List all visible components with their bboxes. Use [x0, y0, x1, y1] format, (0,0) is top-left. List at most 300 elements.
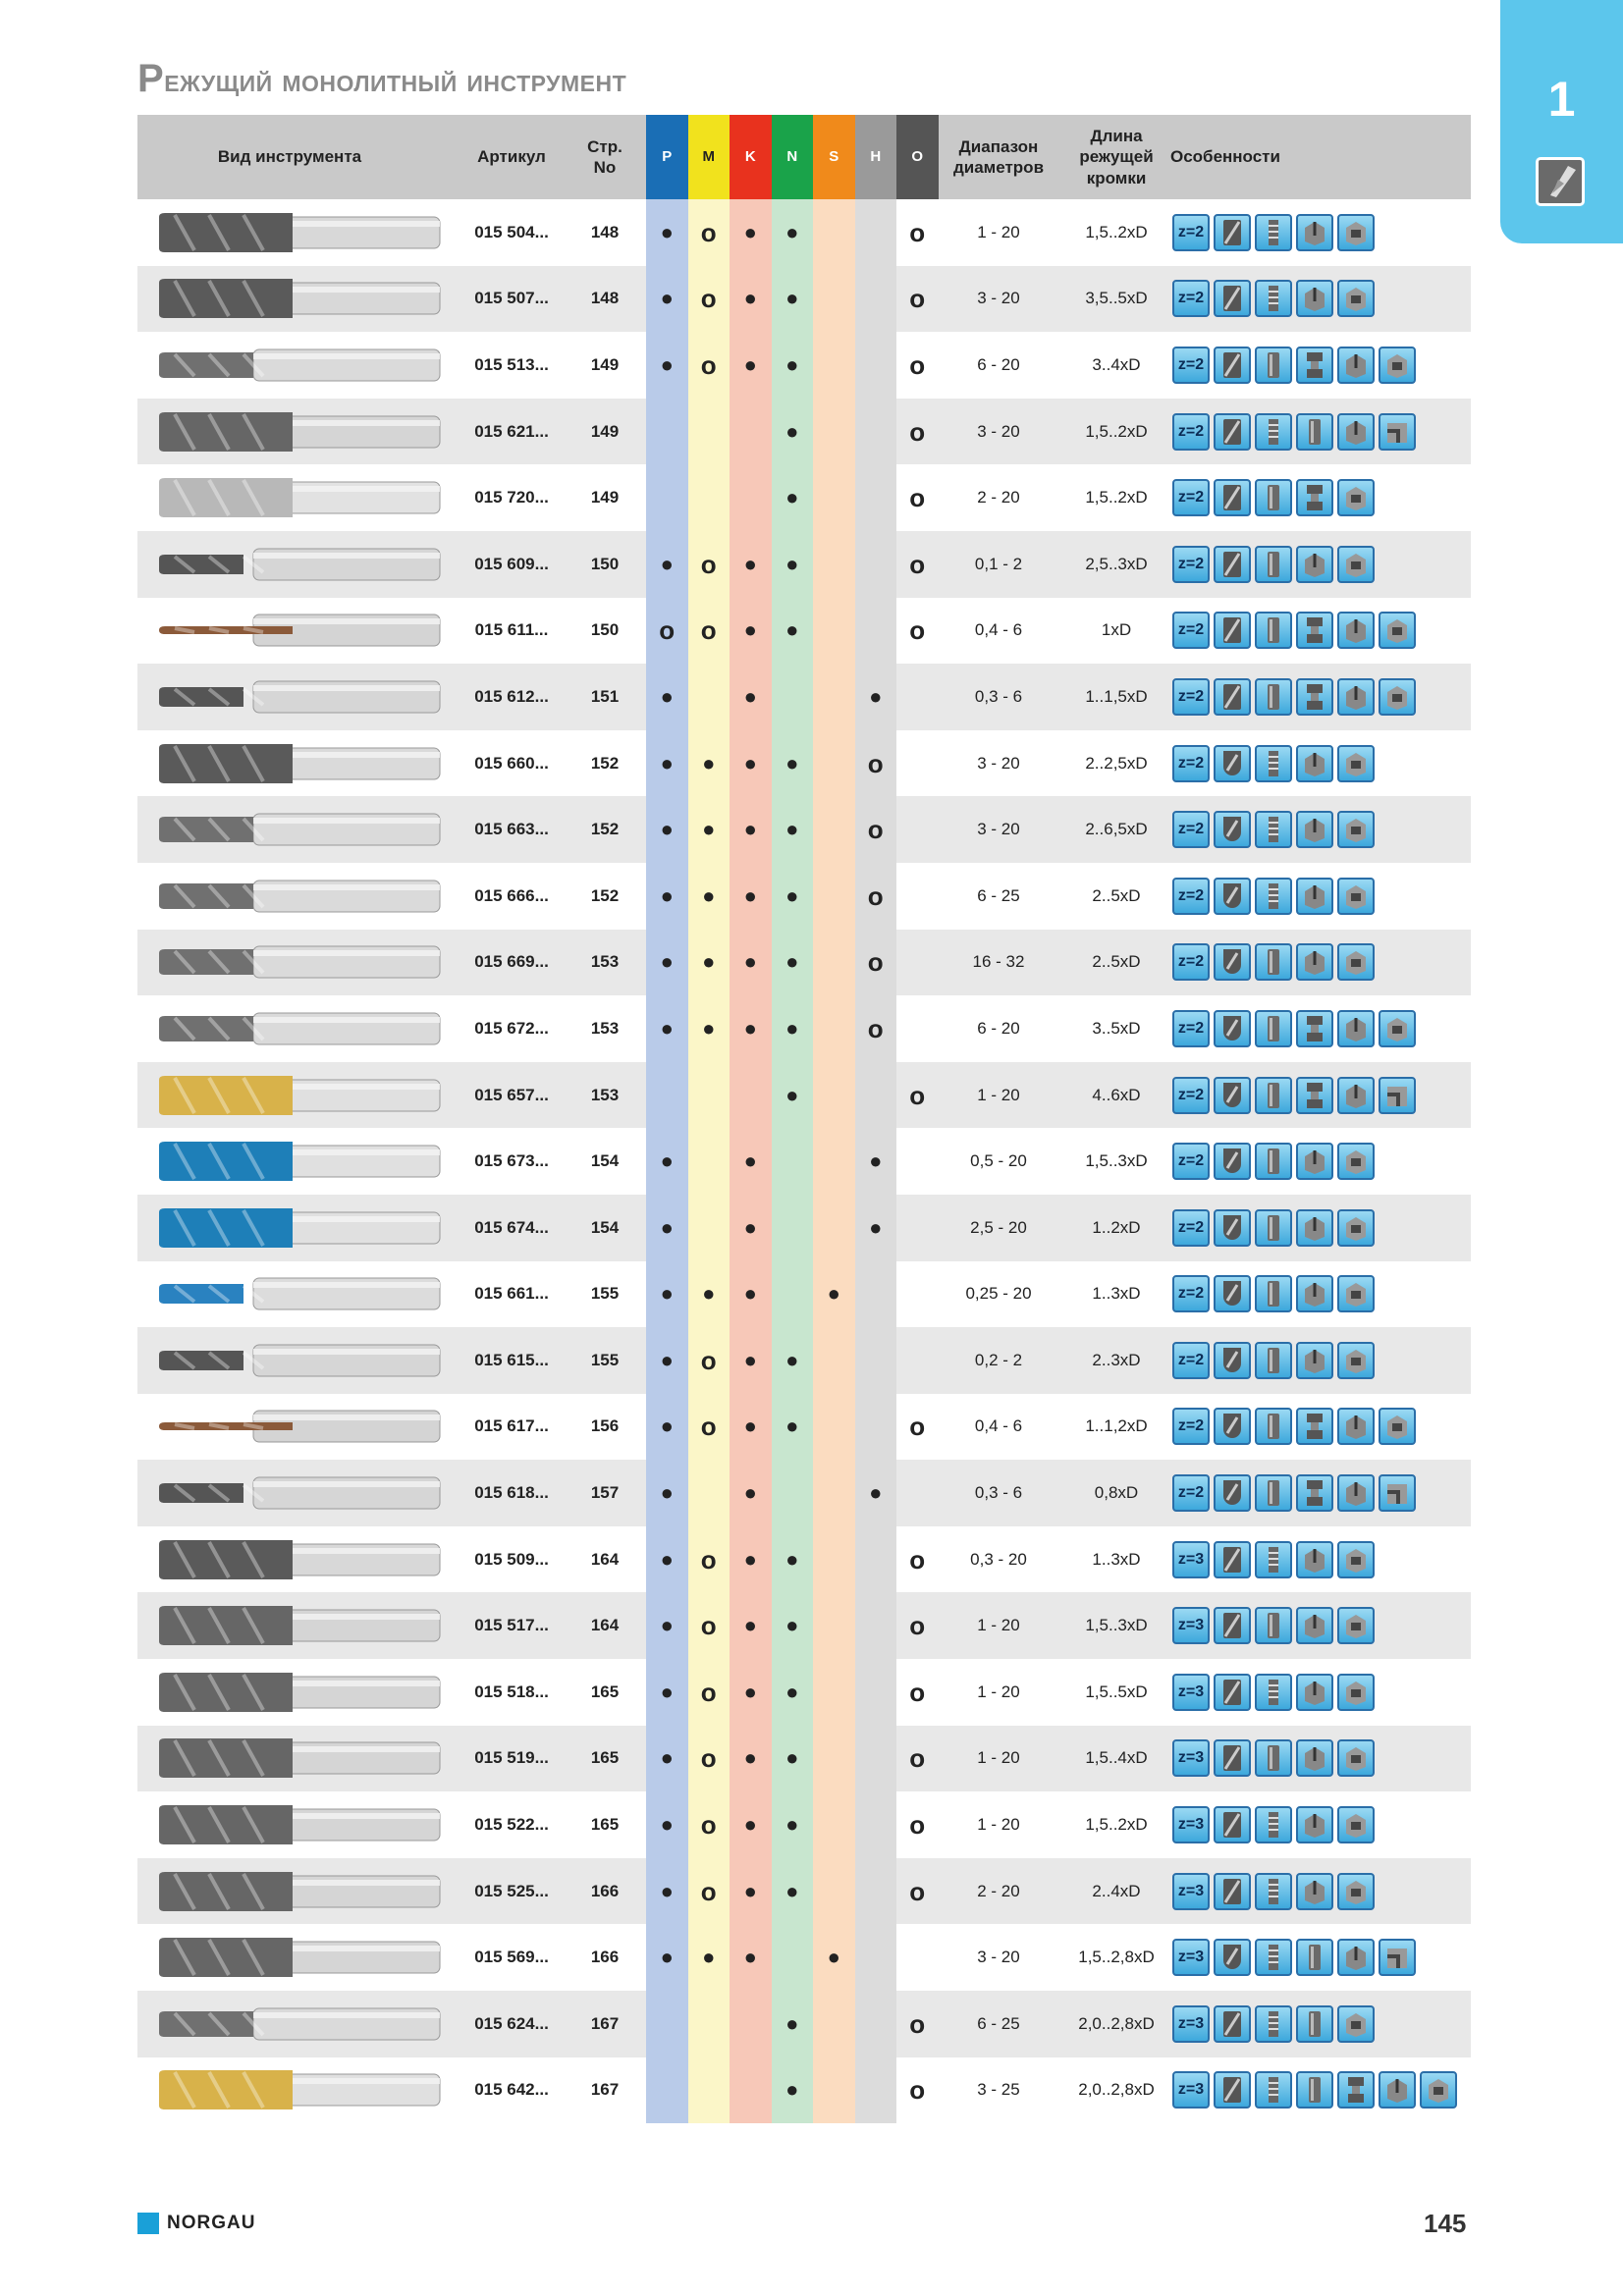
material-suitability-n: ●	[785, 617, 799, 643]
material-suitability-p: o	[659, 615, 676, 646]
article-number[interactable]: 015 513...	[474, 354, 549, 374]
tool-image	[155, 1803, 442, 1846]
tool-image	[155, 1074, 442, 1117]
material-suitability-n: ●	[785, 882, 799, 908]
article-number[interactable]: 015 615...	[474, 1350, 549, 1369]
tool-image	[155, 1538, 442, 1581]
table-row	[137, 1726, 1471, 1792]
features	[1172, 1261, 1375, 1328]
article-number[interactable]: 015 525...	[474, 1881, 549, 1900]
flat-end-icon	[1214, 1674, 1251, 1711]
catalog-page: 155	[590, 1350, 620, 1369]
material-suitability-m: o	[700, 1345, 717, 1375]
features	[1172, 1327, 1375, 1394]
material-suitability-h	[855, 1261, 897, 1328]
flat-end-icon	[1214, 1607, 1251, 1644]
cutting-length: 2,5..3xD	[1085, 554, 1148, 573]
flute-count-badge: z=2	[1172, 745, 1210, 782]
header-page: Стр. No	[587, 136, 622, 177]
material-suitability-s	[813, 1526, 855, 1593]
header-material-n: N	[772, 115, 814, 199]
material-suitability-s	[813, 1659, 855, 1726]
cutting-length: 0,8xD	[1094, 1483, 1139, 1503]
flat-end-icon	[1214, 1739, 1251, 1777]
material-suitability-p: ●	[660, 1414, 674, 1439]
catalog-page: 165	[590, 1748, 620, 1768]
cutting-length: 1..3xD	[1092, 1549, 1141, 1569]
article-number[interactable]: 015 617...	[474, 1416, 549, 1436]
material-suitability-h	[855, 1394, 897, 1461]
header-length: Длина режущей кромки	[1079, 127, 1154, 187]
catalog-page: 154	[590, 1217, 620, 1237]
material-suitability-k: ●	[743, 1945, 757, 1970]
slot-icon	[1379, 1408, 1416, 1445]
neck-icon	[1296, 347, 1333, 384]
table-row	[137, 730, 1471, 797]
table-row	[137, 796, 1471, 863]
diameter-range: 1 - 20	[977, 1748, 1020, 1768]
features	[1172, 1592, 1375, 1659]
material-suitability-s	[813, 1991, 855, 2057]
cutting-length: 2..6,5xD	[1085, 820, 1148, 839]
ball-end-icon	[1214, 1143, 1251, 1180]
table-row	[137, 199, 1471, 266]
material-suitability-n: ●	[785, 949, 799, 975]
article-number[interactable]: 015 669...	[474, 952, 549, 972]
material-suitability-k: ●	[743, 1281, 757, 1307]
plunge-icon	[1379, 2071, 1416, 2109]
plunge-icon	[1296, 1873, 1333, 1910]
material-suitability-p: ●	[660, 1812, 674, 1838]
flat-end-icon	[1214, 479, 1251, 516]
material-suitability-k: ●	[743, 1480, 757, 1506]
diameter-range: 0,5 - 20	[970, 1151, 1027, 1171]
article-number[interactable]: 015 663...	[474, 820, 549, 839]
material-suitability-p: ●	[660, 949, 674, 975]
material-suitability-o	[896, 995, 939, 1062]
flute-count-badge: z=2	[1172, 612, 1210, 649]
material-suitability-m: ●	[702, 1945, 716, 1970]
material-suitability-p: ●	[660, 1148, 674, 1174]
material-suitability-o	[896, 1924, 939, 1991]
material-suitability-h: o	[867, 815, 884, 845]
material-suitability-k: ●	[743, 817, 757, 842]
material-suitability-s	[813, 598, 855, 665]
article-number[interactable]: 015 509...	[474, 1549, 549, 1569]
material-suitability-k: ●	[743, 1015, 757, 1041]
catalog-page: 166	[590, 1948, 620, 1967]
features	[1172, 1858, 1375, 1925]
flute-count-badge: z=2	[1172, 678, 1210, 716]
material-suitability-p	[646, 1062, 688, 1129]
catalog-page: 152	[590, 885, 620, 905]
features	[1172, 199, 1375, 266]
material-suitability-s	[813, 332, 855, 399]
material-suitability-p: ●	[660, 750, 674, 775]
material-suitability-p: ●	[660, 1679, 674, 1704]
flute-count-badge: z=3	[1172, 1873, 1210, 1910]
slot-icon	[1337, 943, 1375, 981]
catalog-page: 153	[590, 952, 620, 972]
catalog-page: 165	[590, 1815, 620, 1835]
material-suitability-s	[813, 863, 855, 930]
material-suitability-m	[688, 1128, 730, 1195]
features	[1172, 730, 1375, 797]
flat-end-icon	[1214, 214, 1251, 251]
diameter-range: 2,5 - 20	[970, 1217, 1027, 1237]
material-suitability-p	[646, 1991, 688, 2057]
cutting-length: 4..6xD	[1092, 1085, 1141, 1104]
material-suitability-n: ●	[785, 351, 799, 377]
plunge-icon	[1296, 1143, 1333, 1180]
article-number[interactable]: 015 672...	[474, 1018, 549, 1038]
article-number[interactable]: 015 504...	[474, 222, 549, 241]
article-number[interactable]: 015 522...	[474, 1815, 549, 1835]
diameter-range: 0,1 - 2	[974, 554, 1023, 573]
plunge-icon	[1337, 1939, 1375, 1976]
helix-icon	[1255, 745, 1292, 782]
shank-icon	[1255, 1275, 1292, 1312]
cutting-length: 2,0..2,8xD	[1078, 2080, 1155, 2100]
article-number[interactable]: 015 624...	[474, 2013, 549, 2033]
material-suitability-h	[855, 1924, 897, 1991]
material-suitability-h	[855, 1726, 897, 1792]
article-number[interactable]: 015 517...	[474, 1616, 549, 1635]
neck-icon	[1296, 1010, 1333, 1047]
article-number[interactable]: 015 720...	[474, 488, 549, 507]
slot-icon	[1337, 1342, 1375, 1379]
article-number[interactable]: 015 518...	[474, 1682, 549, 1701]
material-suitability-m: o	[700, 1677, 717, 1707]
article-number[interactable]: 015 621...	[474, 421, 549, 441]
flute-count-badge: z=2	[1172, 413, 1210, 451]
flute-count-badge: z=2	[1172, 347, 1210, 384]
material-suitability-n: ●	[785, 1878, 799, 1903]
material-suitability-p	[646, 399, 688, 465]
table-row	[137, 995, 1471, 1062]
article-number[interactable]: 015 609...	[474, 554, 549, 573]
material-suitability-m: ●	[702, 1281, 716, 1307]
catalog-page: 165	[590, 1682, 620, 1701]
catalog-page: 156	[590, 1416, 620, 1436]
plunge-icon	[1296, 1275, 1333, 1312]
material-suitability-s	[813, 199, 855, 266]
diameter-range: 0,4 - 6	[974, 1416, 1023, 1436]
material-suitability-h	[855, 266, 897, 333]
flute-count-badge: z=3	[1172, 1806, 1210, 1843]
table-row	[137, 1128, 1471, 1195]
diameter-range: 1 - 20	[977, 222, 1020, 241]
flute-count-badge: z=3	[1172, 1939, 1210, 1976]
neck-icon	[1337, 2071, 1375, 2109]
ball-end-icon	[1214, 1077, 1251, 1114]
material-suitability-o: o	[909, 1412, 926, 1442]
cutting-length: 2..4xD	[1092, 1881, 1141, 1900]
tool-image	[155, 211, 442, 254]
slot-icon	[1379, 612, 1416, 649]
tool-image	[155, 277, 442, 320]
logo-square-icon	[137, 2213, 159, 2234]
material-suitability-h: ●	[869, 1214, 883, 1240]
neck-icon	[1296, 1474, 1333, 1512]
section-tab	[1500, 0, 1623, 243]
features	[1172, 1791, 1375, 1858]
material-suitability-o	[896, 1195, 939, 1261]
material-suitability-k: ●	[743, 1878, 757, 1903]
catalog-page: 151	[590, 686, 620, 706]
material-suitability-k	[730, 1062, 772, 1129]
material-suitability-o: o	[909, 1743, 926, 1774]
table-row	[137, 598, 1471, 665]
slot-icon	[1337, 1873, 1375, 1910]
catalog-page: 150	[590, 554, 620, 573]
cutting-length: 1,5..4xD	[1085, 1748, 1148, 1768]
tool-image	[155, 344, 442, 387]
material-suitability-s: ●	[827, 1281, 840, 1307]
catalog-page: 148	[590, 289, 620, 308]
diameter-range: 1 - 20	[977, 1085, 1020, 1104]
features	[1172, 266, 1375, 333]
flute-count-badge: z=2	[1172, 878, 1210, 915]
flute-count-badge: z=2	[1172, 1275, 1210, 1312]
catalog-page: 149	[590, 488, 620, 507]
shank-icon	[1255, 1739, 1292, 1777]
material-suitability-h: o	[867, 748, 884, 778]
article-number[interactable]: 015 674...	[474, 1217, 549, 1237]
neck-icon	[1296, 678, 1333, 716]
features	[1172, 2057, 1457, 2124]
material-suitability-p: ●	[660, 1613, 674, 1638]
helix-icon	[1255, 878, 1292, 915]
shank-icon	[1255, 1607, 1292, 1644]
features	[1172, 598, 1416, 665]
features	[1172, 332, 1416, 399]
table-row	[137, 1261, 1471, 1328]
material-suitability-o: o	[909, 1611, 926, 1641]
material-suitability-m: o	[700, 549, 717, 579]
plunge-icon	[1337, 413, 1375, 451]
table-row	[137, 1924, 1471, 1991]
table-row	[137, 1659, 1471, 1726]
material-suitability-s	[813, 930, 855, 996]
material-suitability-s	[813, 1327, 855, 1394]
article-number[interactable]: 015 618...	[474, 1483, 549, 1503]
material-suitability-k: ●	[743, 1148, 757, 1174]
material-suitability-s	[813, 995, 855, 1062]
tool-image	[155, 1339, 442, 1382]
tool-image	[155, 410, 442, 454]
plunge-icon	[1296, 1806, 1333, 1843]
diameter-range: 3 - 20	[977, 820, 1020, 839]
material-suitability-s	[813, 1726, 855, 1792]
material-suitability-s	[813, 1128, 855, 1195]
material-suitability-n: ●	[785, 551, 799, 576]
cutting-length: 2,0..2,8xD	[1078, 2013, 1155, 2033]
material-suitability-p: ●	[660, 1214, 674, 1240]
diameter-range: 6 - 20	[977, 354, 1020, 374]
plunge-icon	[1296, 943, 1333, 981]
material-suitability-m: o	[700, 1810, 717, 1841]
helix-icon	[1255, 1541, 1292, 1578]
slot-icon	[1337, 1607, 1375, 1644]
tool-image	[155, 1736, 442, 1780]
features	[1172, 930, 1375, 996]
material-suitability-n: ●	[785, 2077, 799, 2103]
catalog-page: 149	[590, 354, 620, 374]
table-row	[137, 1195, 1471, 1261]
article-number[interactable]: 015 519...	[474, 1748, 549, 1768]
material-suitability-o	[896, 1327, 939, 1394]
features	[1172, 399, 1416, 465]
shank-icon	[1296, 2071, 1333, 2109]
helix-icon	[1255, 2005, 1292, 2043]
ball-end-icon	[1214, 745, 1251, 782]
material-suitability-o	[896, 1261, 939, 1328]
table-row	[137, 1526, 1471, 1593]
product-table	[137, 115, 1471, 2123]
shank-icon	[1255, 546, 1292, 583]
flute-count-badge: z=2	[1172, 1077, 1210, 1114]
material-suitability-s	[813, 1195, 855, 1261]
material-suitability-h: o	[867, 1013, 884, 1043]
plunge-icon	[1296, 546, 1333, 583]
material-suitability-p	[646, 464, 688, 531]
material-suitability-k: ●	[743, 1745, 757, 1771]
flute-count-badge: z=2	[1172, 280, 1210, 317]
plunge-icon	[1337, 678, 1375, 716]
tool-image	[155, 1272, 442, 1315]
article-number[interactable]: 015 673...	[474, 1151, 549, 1171]
cutting-length: 3..5xD	[1092, 1018, 1141, 1038]
material-suitability-o	[896, 1460, 939, 1526]
slot-icon	[1337, 1739, 1375, 1777]
material-suitability-p: ●	[660, 1945, 674, 1970]
cutting-length: 1xD	[1101, 620, 1132, 640]
slot-icon	[1337, 1143, 1375, 1180]
brand-name: NORGAU	[167, 2213, 256, 2233]
plunge-icon	[1337, 1010, 1375, 1047]
plunge-icon	[1337, 1408, 1375, 1445]
material-suitability-n: ●	[785, 485, 799, 510]
material-suitability-k: ●	[743, 750, 757, 775]
material-suitability-p: ●	[660, 351, 674, 377]
flat-end-icon	[1214, 1873, 1251, 1910]
catalog-page: 153	[590, 1018, 620, 1038]
catalog-page: 153	[590, 1085, 620, 1104]
material-suitability-n	[772, 1924, 814, 1991]
slot-icon	[1337, 1806, 1375, 1843]
helix-icon	[1255, 1873, 1292, 1910]
diameter-range: 3 - 20	[977, 421, 1020, 441]
slot-icon	[1420, 2071, 1457, 2109]
material-suitability-h: ●	[869, 1480, 883, 1506]
material-suitability-h: ●	[869, 683, 883, 709]
cutting-length: 1..2xD	[1092, 1217, 1141, 1237]
diameter-range: 1 - 20	[977, 1616, 1020, 1635]
helix-icon	[1255, 1939, 1292, 1976]
brand-logo	[137, 2213, 255, 2234]
material-suitability-h	[855, 332, 897, 399]
material-suitability-m	[688, 399, 730, 465]
neck-icon	[1296, 479, 1333, 516]
cutting-length: 1,5..2xD	[1085, 488, 1148, 507]
article-number[interactable]: 015 507...	[474, 289, 549, 308]
plunge-icon	[1337, 1474, 1375, 1512]
article-number[interactable]: 015 666...	[474, 885, 549, 905]
header-article: Артикул	[477, 147, 546, 167]
material-suitability-m: o	[700, 615, 717, 646]
material-suitability-p: ●	[660, 286, 674, 311]
material-suitability-h: o	[867, 881, 884, 911]
tool-image	[155, 1870, 442, 1913]
shank-icon	[1255, 347, 1292, 384]
material-suitability-o: o	[909, 284, 926, 314]
catalog-page: 150	[590, 620, 620, 640]
features	[1172, 1195, 1375, 1261]
material-suitability-m: ●	[702, 750, 716, 775]
material-suitability-h	[855, 1592, 897, 1659]
material-suitability-h	[855, 1659, 897, 1726]
material-suitability-n: ●	[785, 1082, 799, 1107]
material-suitability-p: ●	[660, 882, 674, 908]
material-suitability-p: ●	[660, 1281, 674, 1307]
material-suitability-p: ●	[660, 1878, 674, 1903]
material-suitability-o	[896, 730, 939, 797]
material-suitability-k: ●	[743, 1679, 757, 1704]
material-suitability-p: ●	[660, 817, 674, 842]
flute-count-badge: z=2	[1172, 1474, 1210, 1512]
material-suitability-n	[772, 1460, 814, 1526]
helix-icon	[1255, 1674, 1292, 1711]
slot-icon	[1337, 2005, 1375, 2043]
article-number[interactable]: 015 660...	[474, 753, 549, 773]
neck-icon	[1296, 1077, 1333, 1114]
article-number[interactable]: 015 611...	[474, 620, 549, 640]
article-number[interactable]: 015 612...	[474, 686, 549, 706]
article-number[interactable]: 015 657...	[474, 1085, 549, 1104]
material-suitability-n: ●	[785, 219, 799, 244]
plunge-icon	[1296, 214, 1333, 251]
diameter-range: 6 - 20	[977, 1018, 1020, 1038]
material-suitability-n: ●	[785, 1347, 799, 1372]
features	[1172, 1128, 1375, 1195]
tool-image	[155, 543, 442, 586]
material-suitability-k: ●	[743, 286, 757, 311]
plunge-icon	[1296, 1342, 1333, 1379]
tool-image	[155, 742, 442, 785]
material-suitability-o: o	[909, 1677, 926, 1707]
material-suitability-n	[772, 1261, 814, 1328]
material-suitability-n: ●	[785, 2010, 799, 2036]
material-suitability-h	[855, 1062, 897, 1129]
flute-count-badge: z=2	[1172, 1342, 1210, 1379]
plunge-icon	[1296, 811, 1333, 848]
article-number[interactable]: 015 642...	[474, 2080, 549, 2100]
cutting-length: 1..1,2xD	[1085, 1416, 1148, 1436]
flute-count-badge: z=2	[1172, 1143, 1210, 1180]
shank-icon	[1255, 1143, 1292, 1180]
article-number[interactable]: 015 569...	[474, 1948, 549, 1967]
plunge-icon	[1296, 878, 1333, 915]
article-number[interactable]: 015 661...	[474, 1284, 549, 1304]
table-row	[137, 2057, 1471, 2124]
material-suitability-m: o	[700, 284, 717, 314]
material-suitability-h	[855, 464, 897, 531]
material-suitability-o: o	[909, 1810, 926, 1841]
diameter-range: 6 - 25	[977, 2013, 1020, 2033]
material-suitability-h: ●	[869, 1148, 883, 1174]
material-suitability-n: ●	[785, 1015, 799, 1041]
